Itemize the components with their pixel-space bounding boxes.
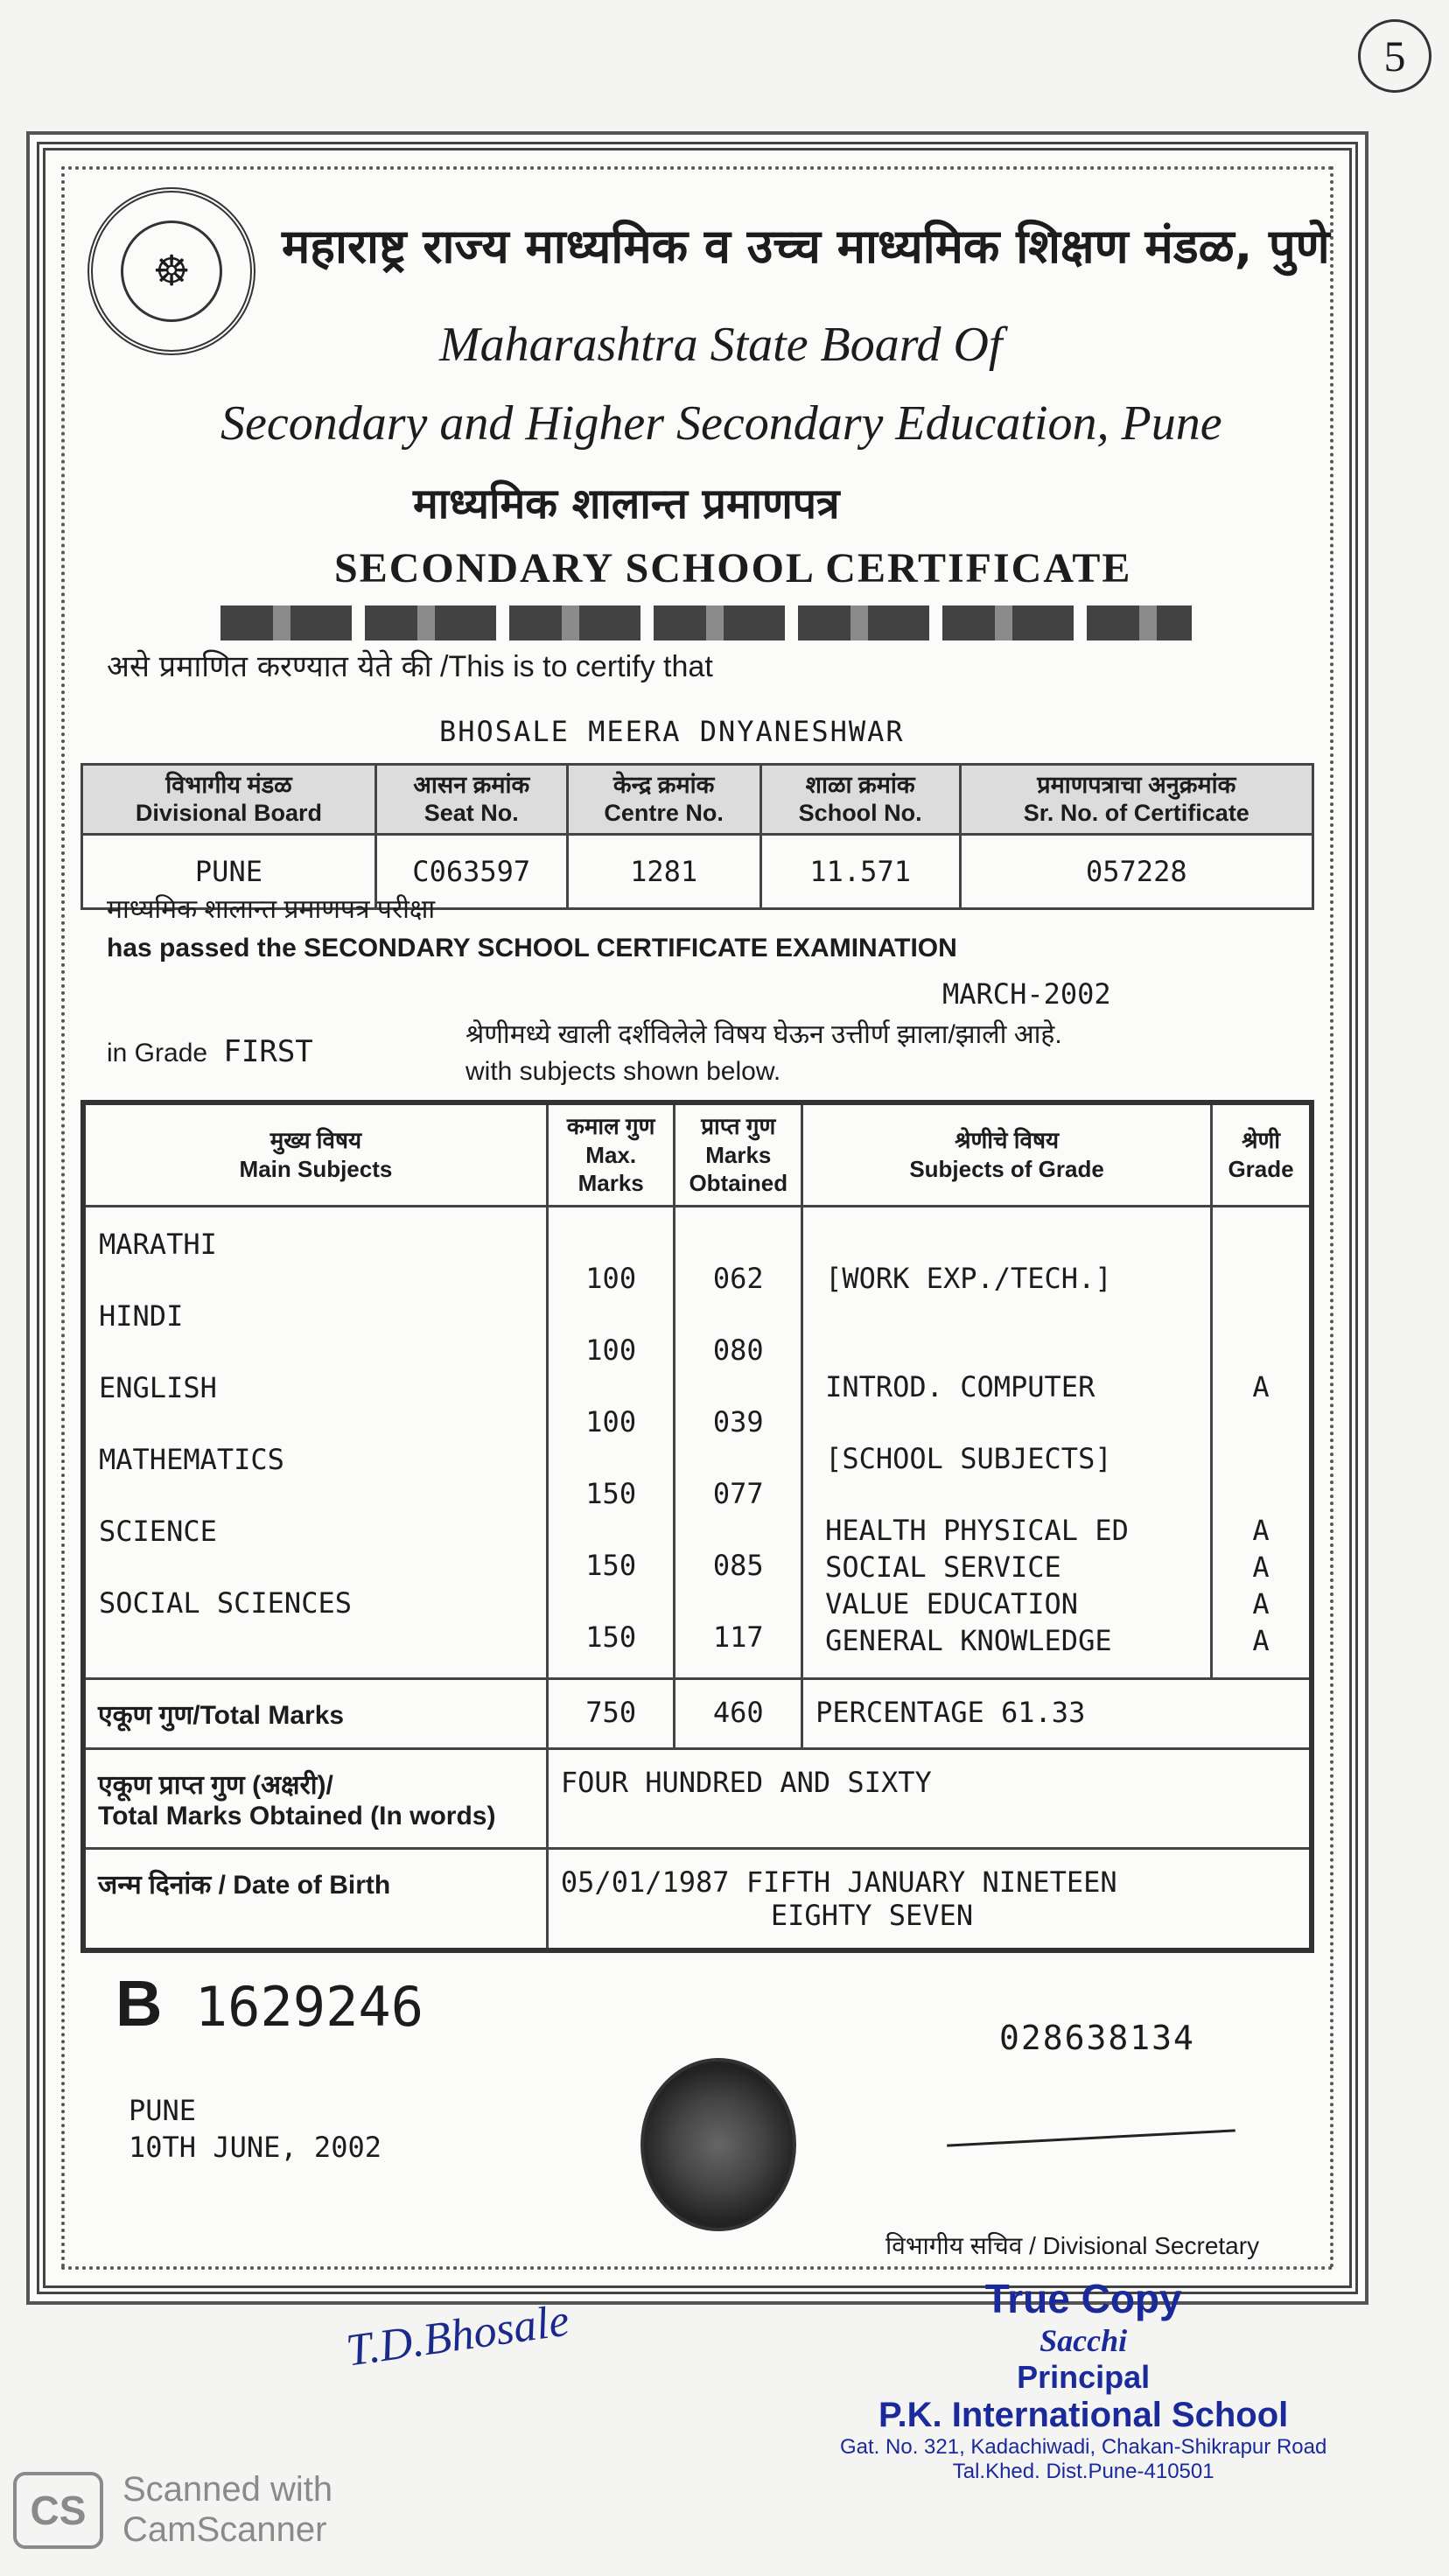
divisional-secretary-label: विभागीय सचिव / Divisional Secretary xyxy=(886,2232,1260,2259)
subjects-statement-english: with subjects shown below. xyxy=(466,1057,781,1086)
grade-value: A xyxy=(1252,1369,1270,1404)
total-marks-obtained: 460 xyxy=(675,1678,802,1748)
grade-value: A xyxy=(1252,1550,1270,1584)
school-no-value: 11.571 xyxy=(760,834,960,908)
redacted-line xyxy=(220,606,1192,640)
max-marks-column xyxy=(547,1206,675,1678)
obtained-mark: 039 xyxy=(712,1404,764,1438)
seat-no-value: C063597 xyxy=(375,834,567,908)
obtained-mark: 062 xyxy=(712,1261,764,1295)
date-of-birth-label: जन्म दिनांक / Date of Birth xyxy=(83,1848,547,1950)
board-title-marathi: महाराष्ट्र राज्य माध्यमिक व उच्च माध्यमिक शिक्षण मंडळ, पुणे xyxy=(282,219,1330,274)
grade-value xyxy=(1214,1440,1308,1477)
grade-value: A xyxy=(1252,1586,1270,1620)
grade-column xyxy=(1212,1206,1312,1678)
total-marks-label: एकूण गुण/Total Marks xyxy=(83,1678,547,1748)
total-max-marks: 750 xyxy=(547,1678,675,1748)
board-title-english-line1: Maharashtra State Board Of xyxy=(439,318,1003,372)
subjects-statement-marathi: श्रेणीमध्ये खाली दर्शविलेले विषय घेऊन उत्तीर्ण झाला/झाली आहे. xyxy=(466,1020,1062,1049)
issue-place: PUNE xyxy=(129,2094,197,2127)
marks-table xyxy=(80,1100,1314,1953)
passed-english: has passed the SECONDARY SCHOOL CERTIFICATE EXAMINATION xyxy=(107,934,957,962)
marks-obtained-column xyxy=(675,1206,802,1678)
certificate-serial: B 1629246 xyxy=(116,1967,424,2040)
marks-in-words-value: FOUR HUNDRED AND SIXTY xyxy=(547,1748,1312,1848)
grade-subject: [SCHOOL SUBJECTS] xyxy=(825,1441,1112,1475)
certificate-sr-no-value: 057228 xyxy=(960,834,1312,908)
school-address-line1: Gat. No. 321, Kadachiwadi, Chakan-Shikrapur Road xyxy=(840,2435,1327,2459)
divisional-board-value: PUNE xyxy=(82,834,376,908)
grade-value: A xyxy=(1252,1623,1270,1657)
grade-value: A xyxy=(1252,1513,1270,1547)
official-seal-stamp xyxy=(640,2058,796,2231)
header-seat-no: आसन क्रमांक Seat No. xyxy=(375,765,567,835)
certify-statement xyxy=(107,645,713,685)
grade-subject: INTROD. COMPUTER xyxy=(825,1369,1096,1404)
true-copy-attestation-stamp xyxy=(840,2275,1326,2484)
header-school-no: शाळा क्रमांक School No. xyxy=(760,765,960,835)
table-row: MATHEMATICS xyxy=(99,1442,284,1476)
table-row: SCIENCE xyxy=(99,1514,217,1548)
subjects-statement xyxy=(466,1017,1062,1090)
header-max-marks: कमाल गुण Max. Marks xyxy=(547,1102,675,1206)
header-grade: श्रेणी Grade xyxy=(1212,1102,1312,1206)
page-number: 5 xyxy=(1358,19,1432,93)
marks-in-words-label: एकूण प्राप्त गुण (अक्षरी)/ Total Marks Obtained (In words) xyxy=(83,1748,547,1848)
header-main-subjects: मुख्य विषय Main Subjects xyxy=(83,1102,547,1206)
marks-section xyxy=(80,1100,1314,1953)
exam-session: MARCH-2002 xyxy=(942,977,1111,1011)
header-divisional-board: विभागीय मंडळ Divisional Board xyxy=(82,765,376,835)
max-mark: 100 xyxy=(585,1404,637,1438)
grade-subjects-column xyxy=(802,1206,1212,1678)
camscanner-logo-icon: CS xyxy=(13,2472,103,2549)
header-centre-no: केन्द्र क्रमांक Centre No. xyxy=(567,765,760,835)
grade-subject: [WORK EXP./TECH.] xyxy=(825,1261,1112,1295)
certificate-title-marathi: माध्यमिक शालान्त प्रमाणपत्र xyxy=(413,480,840,528)
obtained-mark: 085 xyxy=(712,1548,764,1582)
grade-value: FIRST xyxy=(223,1034,313,1069)
attester-signature: Sacchi xyxy=(1040,2323,1128,2358)
certificate xyxy=(37,142,1358,2294)
grade-subject: GENERAL KNOWLEDGE xyxy=(825,1623,1112,1657)
max-mark: 150 xyxy=(585,1476,637,1510)
table-row: HINDI xyxy=(99,1298,184,1333)
header-certificate-sr-no: प्रमाणपत्राचा अनुक्रमांक Sr. No. of Certificate xyxy=(960,765,1312,835)
grade-subject: VALUE EDUCATION xyxy=(825,1586,1079,1620)
certify-english: /This is to certify that xyxy=(440,650,713,683)
grade-subject: SOCIAL SERVICE xyxy=(825,1550,1061,1584)
obtained-mark: 080 xyxy=(712,1333,764,1367)
max-mark: 100 xyxy=(585,1261,637,1295)
true-copy-label: True Copy xyxy=(984,2276,1182,2321)
attester-role: Principal xyxy=(1017,2359,1151,2395)
holder-signature: T.D.Bhosale xyxy=(343,2295,572,2376)
max-mark: 150 xyxy=(585,1620,637,1654)
centre-no-value: 1281 xyxy=(567,834,760,908)
board-info-table xyxy=(80,763,1314,910)
school-name: P.K. International School xyxy=(878,2396,1289,2434)
candidate-name: BHOSALE MEERA DNYANESHWAR xyxy=(439,715,905,748)
max-mark: 100 xyxy=(585,1333,637,1367)
table-row: MARATHI xyxy=(99,1227,217,1261)
certificate-title-english: SECONDARY SCHOOL CERTIFICATE xyxy=(334,545,1132,592)
header-subjects-of-grade: श्रेणीचे विषय Subjects of Grade xyxy=(802,1102,1212,1206)
camscanner-watermark: Scanned with CamScanner xyxy=(122,2470,333,2549)
board-title-english-line2: Secondary and Higher Secondary Education, Pune xyxy=(220,396,1222,451)
table-row: SOCIAL SCIENCES xyxy=(99,1586,352,1620)
grade-line xyxy=(107,1034,313,1069)
header-marks-obtained: प्राप्त गुण Marks Obtained xyxy=(675,1102,802,1206)
obtained-mark: 077 xyxy=(712,1476,764,1510)
table-row: ENGLISH xyxy=(99,1370,217,1404)
grade-subject: HEALTH PHYSICAL ED xyxy=(825,1513,1129,1547)
grade-label: in Grade xyxy=(107,1039,208,1068)
grade-value xyxy=(1214,1260,1308,1297)
school-address-line2: Tal.Khed. Dist.Pune-410501 xyxy=(952,2460,1214,2483)
subjects-column xyxy=(83,1206,547,1678)
obtained-mark: 117 xyxy=(712,1620,764,1654)
certify-marathi: असे प्रमाणित करण्यात येते की xyxy=(107,649,432,684)
passed-marathi: माध्यमिक शालान्त प्रमाणपत्र परीक्षा xyxy=(107,895,436,924)
document-code: 028638134 xyxy=(999,2019,1195,2057)
date-of-birth-value: 05/01/1987 FIFTH JANUARY NINETEEN EIGHTY SEVEN xyxy=(547,1848,1312,1950)
board-emblem-icon: ☸ xyxy=(88,187,256,355)
issue-place-date xyxy=(129,2093,382,2166)
board-info-section xyxy=(80,763,1314,910)
max-mark: 150 xyxy=(585,1548,637,1582)
percentage: PERCENTAGE 61.33 xyxy=(802,1678,1312,1748)
issue-date: 10TH JUNE, 2002 xyxy=(129,2130,382,2164)
